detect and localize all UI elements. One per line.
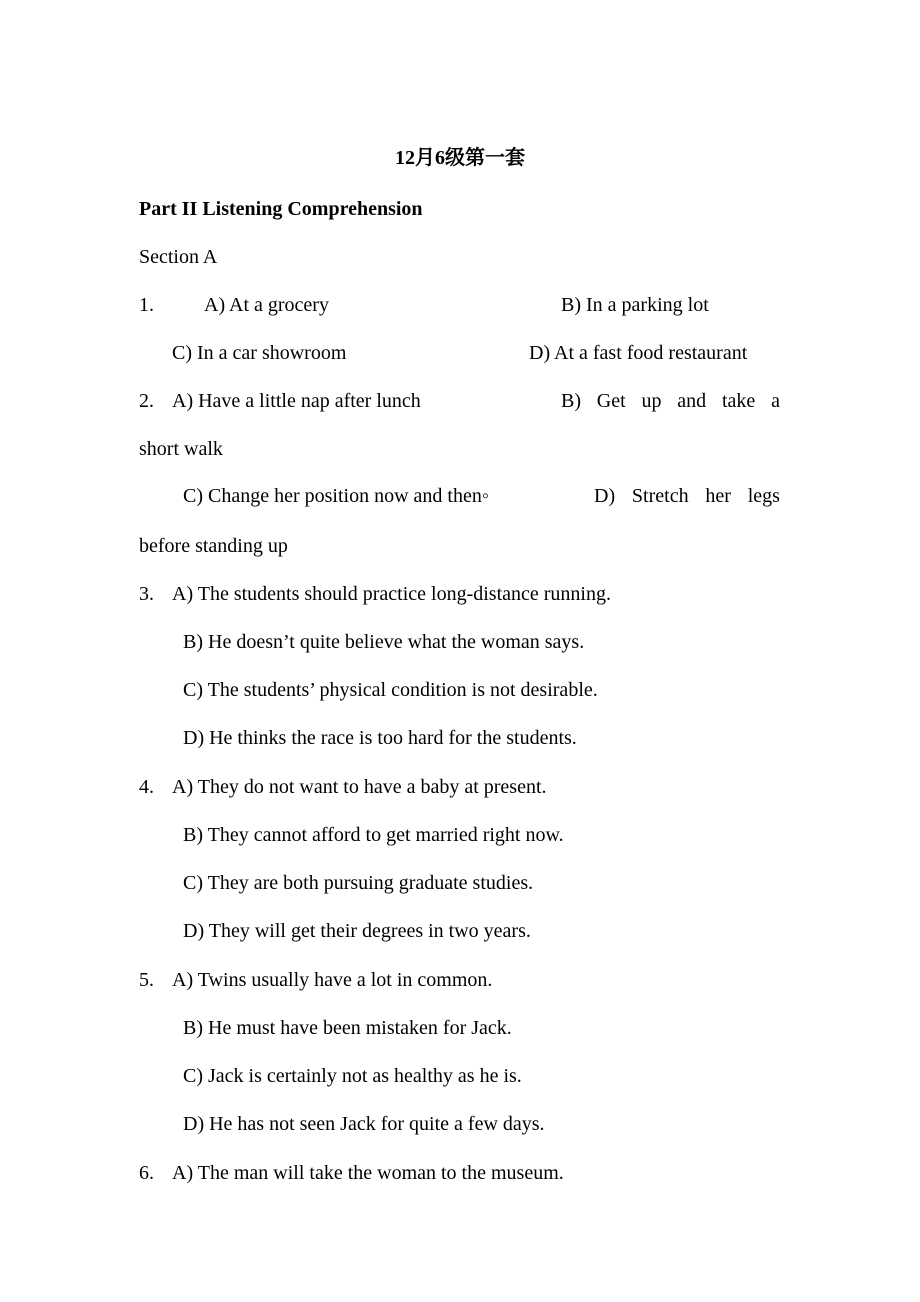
option-word: and bbox=[677, 390, 707, 412]
option-d: D) He has not seen Jack for quite a few days. bbox=[183, 1113, 545, 1135]
option-b: B) In a parking lot bbox=[561, 294, 709, 316]
option-a: A) Twins usually have a lot in common. bbox=[172, 969, 493, 991]
option-a: A) At a grocery bbox=[204, 294, 329, 316]
option-word: up bbox=[641, 390, 662, 412]
option-word: B) bbox=[561, 390, 581, 412]
option-c: C) Jack is certainly not as healthy as he is. bbox=[183, 1065, 522, 1087]
option-word: Get bbox=[596, 390, 626, 412]
option-a: A) They do not want to have a baby at present. bbox=[172, 776, 547, 798]
option-word: Stretch bbox=[631, 485, 689, 507]
option-d: D) They will get their degrees in two years. bbox=[183, 920, 531, 942]
option-word: legs bbox=[747, 485, 780, 507]
question-number: 1. bbox=[139, 294, 154, 316]
option-word: her bbox=[705, 485, 731, 507]
option-b: B) They cannot afford to get married right now. bbox=[183, 824, 564, 846]
option-d bbox=[594, 484, 780, 508]
option-word: D) bbox=[594, 485, 616, 507]
option-b: B) He doesn’t quite believe what the woman says. bbox=[183, 631, 585, 653]
option-b: B) He must have been mistaken for Jack. bbox=[183, 1017, 512, 1039]
option-a: A) Have a little nap after lunch bbox=[172, 390, 421, 412]
option-d-continued: before standing up bbox=[139, 535, 288, 557]
part-heading: Part II Listening Comprehension bbox=[139, 198, 423, 220]
question-number: 4. bbox=[139, 776, 154, 798]
option-c: C) In a car showroom bbox=[172, 342, 347, 364]
option-word: take bbox=[721, 390, 756, 412]
option-a: A) The students should practice long-distance running. bbox=[172, 583, 611, 605]
section-heading: Section A bbox=[139, 246, 218, 268]
question-number: 5. bbox=[139, 969, 154, 991]
option-b-continued: short walk bbox=[139, 438, 223, 460]
option-a: A) The man will take the woman to the museum. bbox=[172, 1162, 564, 1184]
option-c: C) The students’ physical condition is not desirable. bbox=[183, 679, 598, 701]
option-c: C) They are both pursuing graduate studies. bbox=[183, 872, 534, 894]
question-number: 2. bbox=[139, 390, 154, 412]
question-number: 3. bbox=[139, 583, 154, 605]
option-c: C) Change her position now and then◦ bbox=[183, 485, 489, 507]
option-d: D) He thinks the race is too hard for the students. bbox=[183, 727, 577, 749]
option-word: a bbox=[771, 390, 780, 412]
page-title: 12月6级第一套 bbox=[395, 147, 525, 169]
question-number: 6. bbox=[139, 1162, 154, 1184]
option-d: D) At a fast food restaurant bbox=[529, 342, 748, 364]
option-b bbox=[561, 389, 780, 413]
